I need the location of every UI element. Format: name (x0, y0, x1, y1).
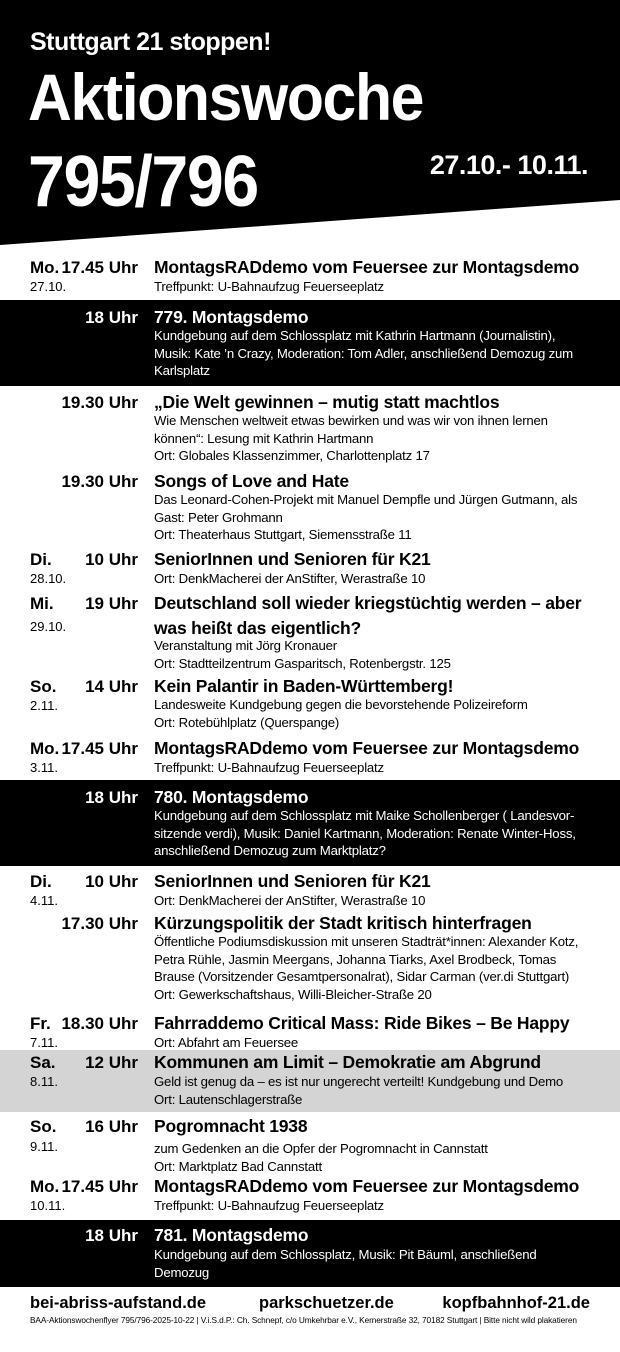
event-date: 28.10. (30, 571, 67, 586)
event-description: Ort: DenkMacherei der AnStifter, Werastraße 10 (154, 893, 426, 908)
event-row (0, 1114, 620, 1176)
event-time: 17.30 Uhr (61, 914, 138, 933)
event-time: 10 Uhr (85, 872, 138, 891)
event-day: So. (30, 1117, 57, 1136)
event-description: Geld ist genug da – es ist nur ungerecht verteilt! Kundgebung und Demo Ort: Lautenschlagerstraße (154, 1074, 564, 1107)
event-row (0, 910, 620, 1010)
date-range: 27.10.- 10.11. (429, 150, 588, 180)
event-title: 781. Montagsdemo (154, 1225, 309, 1245)
event-description: Treffpunkt: U-Bahnaufzug Feuerseeplatz (154, 279, 384, 294)
event-description: Wie Menschen weltweit etwas bewirken und was wir von ihnen lernen können“: Lesung mit Kathrin Hartmann Ort: Globales Klassenzimmer, Charlottenplatz 17 (154, 413, 548, 463)
event-date: 3.11. (30, 760, 58, 775)
event-day: Mo. (30, 739, 60, 758)
event-row (0, 1174, 620, 1218)
event-row (0, 868, 620, 910)
event-day: Sa. (30, 1053, 56, 1072)
footer-fineprint: BAA-Aktionswochenflyer 795/796-2025-10-22 | V.i.S.d.P.: Ch. Schnepf, c/o Umkehrbar e.V., Kernerstraße 32, 70182 Stuttgart | Bitte nicht wild plakatieren (30, 1315, 577, 1325)
event-date: 27.10. (30, 279, 67, 294)
event-description: Kundgebung auf dem Schlossplatz mit Kathrin Hartmann (Journalistin), Musik: Kate ’n Crazy, Moderation: Tom Adler, anschließend Demozug zum Karlsplatz (154, 328, 573, 378)
event-description: Landesweite Kundgebung gegen die bevorstehende Polizeireform Ort: Rotebühlplatz (Querspange) (154, 697, 528, 730)
event-row-highlight (0, 300, 620, 386)
event-date: 7.11. (30, 1035, 58, 1050)
event-time: 18 Uhr (85, 788, 138, 807)
event-row (0, 1010, 620, 1052)
event-day: Di. (30, 550, 52, 569)
event-description: Treffpunkt: U-Bahnaufzug Feuerseeplatz (154, 1198, 384, 1213)
event-day: Di. (30, 872, 52, 891)
event-title: MontagsRADdemo vom Feuersee zur Montagsdemo (154, 1176, 580, 1196)
event-description: Kundgebung auf dem Schlossplatz mit Maike Schollenberger ( Landesvor-sitzende verdi), Musik: Daniel Kartmann, Moderation: Renate Winter-Hoss, anschließend Demozug zum Marktplatz? (154, 808, 576, 858)
event-title: Deutschland soll wieder kriegstüchtig werden – aber was heißt das eigentlich? (154, 593, 582, 638)
event-description: zum Gedenken an die Opfer der Pogromnacht in Cannstatt Ort: Marktplatz Bad Cannstatt (154, 1141, 488, 1174)
event-title: Fahrraddemo Critical Mass: Ride Bikes – Be Happy (154, 1013, 570, 1033)
event-title: Kürzungspolitik der Stadt kritisch hinterfragen (154, 913, 532, 933)
event-title: Kommunen am Limit – Demokratie am Abgrund (154, 1052, 541, 1072)
event-description: Kundgebung auf dem Schlossplatz, Musik: Pit Bäuml, anschließend Demozug (154, 1247, 537, 1280)
event-title: 780. Montagsdemo (154, 787, 309, 807)
footer-link-bei-abriss-aufstand[interactable]: bei-abriss-aufstand.de (30, 1294, 207, 1312)
event-description: Öffentliche Podiumsdiskussion mit unseren Stadträt*innen: Alexander Kotz, Petra Rühle, Jasmin Meergans, Johanna Tiarks, Axel Brodbeck, Tomas Brause (Vorsitzender Gesamtpersonalrat), Sidar Carman (ver.di Stuttgart) Ort: Gewerkschaftshaus, Willi-Bleicher-Straße 20 (154, 934, 579, 1002)
event-title: 779. Montagsdemo (154, 307, 309, 327)
event-row-highlight (0, 780, 620, 866)
event-time: 17.45 Uhr (61, 739, 138, 758)
event-title: MontagsRADdemo vom Feuersee zur Montagsdemo (154, 257, 580, 277)
event-time: 17.45 Uhr (61, 1177, 138, 1196)
event-day: So. (30, 677, 57, 696)
event-time: 19.30 Uhr (61, 393, 138, 412)
event-description: Das Leonard-Cohen-Projekt mit Manuel Dempfle und Jürgen Gutmann, als Gast: Peter Grohmann Ort: Theaterhaus Stuttgart, Siemensstraße 11 (154, 492, 578, 542)
event-time: 14 Uhr (85, 677, 138, 696)
event-description: Ort: Abfahrt am Feuersee (154, 1035, 298, 1050)
subtitle: Stuttgart 21 stoppen! (30, 28, 271, 56)
event-date: 9.11. (30, 1139, 58, 1154)
event-title: Kein Palantir in Baden-Württemberg! (154, 676, 454, 696)
event-description: Treffpunkt: U-Bahnaufzug Feuerseeplatz (154, 760, 384, 775)
event-row (0, 673, 620, 735)
event-title: „Die Welt gewinnen – mutig statt machtlos (154, 392, 500, 412)
event-title: SeniorInnen und Senioren für K21 (154, 871, 431, 891)
page-title-number: 795/796 (28, 142, 258, 222)
event-day: Mo. (30, 1177, 60, 1196)
event-row (0, 467, 620, 545)
event-date: 2.11. (30, 698, 58, 713)
event-time: 18.30 Uhr (61, 1014, 138, 1033)
event-description: Veranstaltung mit Jörg Kronauer Ort: Stadtteilzentrum Gasparitsch, Rotenbergstr. 125 (154, 638, 451, 671)
event-title: Songs of Love and Hate (154, 471, 349, 491)
event-day: Mi. (30, 594, 54, 613)
event-time: 19 Uhr (85, 594, 138, 613)
event-time: 10 Uhr (85, 550, 138, 569)
event-row-grey (0, 1050, 620, 1112)
event-title: Pogromnacht 1938 (154, 1116, 308, 1136)
event-date: 8.11. (30, 1074, 58, 1089)
event-row (0, 546, 620, 590)
event-time: 18 Uhr (85, 308, 138, 327)
page-title: Aktionswoche (28, 60, 424, 134)
event-row-highlight (0, 1220, 620, 1287)
header-banner (0, 0, 620, 245)
event-date: 29.10. (30, 619, 67, 634)
event-time: 17.45 Uhr (61, 258, 138, 277)
event-row (0, 735, 620, 779)
event-title: MontagsRADdemo vom Feuersee zur Montagsdemo (154, 738, 580, 758)
event-date: 4.11. (30, 893, 58, 908)
event-description: Ort: DenkMacherei der AnStifter, Werastraße 10 (154, 571, 426, 586)
event-time: 19.30 Uhr (61, 472, 138, 491)
event-time: 12 Uhr (85, 1053, 138, 1072)
event-title: SeniorInnen und Senioren für K21 (154, 549, 431, 569)
event-row (0, 388, 620, 466)
footer-link-parkschuetzer[interactable]: parkschuetzer.de (259, 1294, 394, 1312)
event-time: 16 Uhr (85, 1117, 138, 1136)
event-row (0, 590, 620, 672)
event-day: Fr. (30, 1014, 51, 1033)
event-row (0, 254, 620, 300)
event-date: 10.11. (30, 1198, 66, 1213)
event-day: Mo. (30, 258, 60, 277)
footer-link-kopfbahnhof-21[interactable]: kopfbahnhof-21.de (442, 1294, 590, 1312)
event-time: 18 Uhr (85, 1226, 138, 1245)
